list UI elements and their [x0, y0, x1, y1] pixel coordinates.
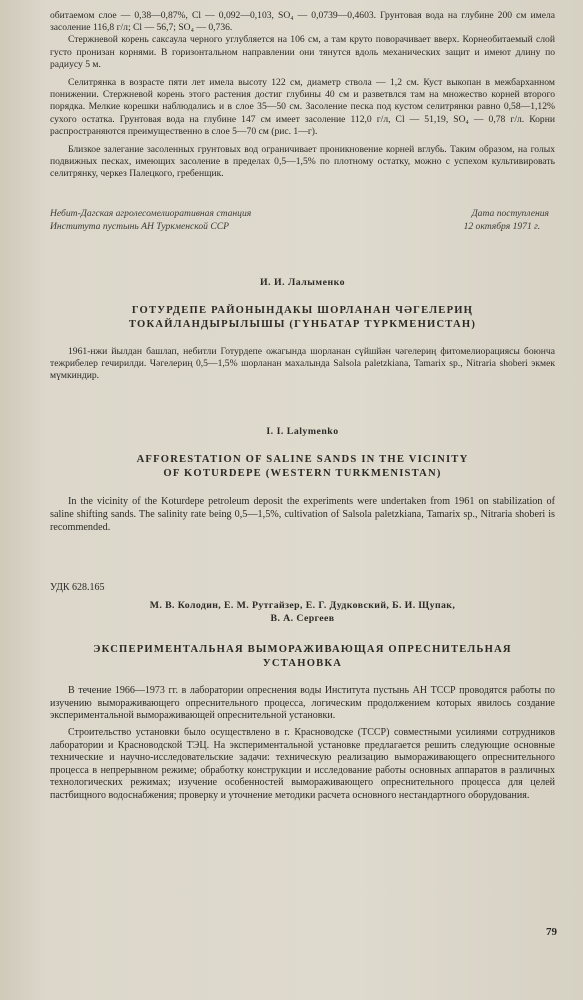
- author-turkmen: И. И. Лалыменко: [259, 276, 346, 288]
- page-number: 79: [546, 926, 557, 938]
- paragraph: В течение 1966—1973 гг. в лаборатории опреснения воды Института пустынь АН ТССР проводятся работы по изучению вымораживающего опреснительного процесса, логическим продолжением которых явилось создание экспериментальной вымораживающей опреснительной установки.: [50, 685, 555, 722]
- author-english: I. I. Lalymenko: [266, 426, 339, 438]
- article-authors: М. В. Колодин, Е. М. Рутгайзер, Е. Г. Дудковский, Б. И. Щупак, В. А. Сергеев: [149, 600, 456, 625]
- title-english: AFFORESTATION OF SALINE SANDS IN THE VICINITY OF KOTURDEPE (WESTERN TURKMENISTAN): [136, 454, 469, 480]
- paragraph: Близкое залегание засоленных грунтовых вод ограничивает проникновение корней вглубь. Таким образом, на голых подвижных песках, имеющих засоление в пределах 0,5—1,5% по плотному остатку, можно с успехом культивировать селитрянку, черкез Палецкого, гребенщик.: [50, 144, 555, 180]
- paragraph: Селитрянка в возрасте пяти лет имела высоту 122 см, диаметр ствола — 1,2 см. Куст выкопан в межбарханном понижении. Стержневой корень этого растения достиг глубины 40 см и разветвлся там на множество корней второго порядка. Мелкие корешки наблюдались и в слое 35—50 см. Засоление песка под кустом селитрянки равно 0,58—1,12% сухого остатка. Грунтовая вода на глубине 147 см имеет засоление 112,0 г/л, Cl — 51,19, SO₄ — 0,78 г/л. Корни распространяются преимущественно в слое 5—70 см (рис. 1—г).: [50, 77, 555, 137]
- udk-code: УДК 628.165: [50, 582, 105, 594]
- paragraph: обитаемом слое — 0,38—0,87%, Cl — 0,092—0,103, SO₄ — 0,0739—0,4603. Грунтовая вода на глубине 200 см имела засоление 116,8 г/л; Cl — 56,7; SO₄ — 0,736.: [50, 10, 555, 34]
- paragraph: Стержневой корень саксаула черного углубляется на 106 см, а там круто поворачивает вверх. Корнеобитаемый слой густо пронизан корнями. В горизонтальном направлении они тянутся вдоль механических защит и имеют длину по радиусу 5 м.: [50, 34, 555, 70]
- institution: Небит-Дагская агролесомелиоративная станция Института пустынь АН Туркменской ССР: [50, 207, 252, 232]
- abstract-turkmen: 1961-нжи йылдан башлап, небитли Готурдепе ожагында шорланан сүйшйән чәгелериң фитомелиорациясы боюнча тежрибелер гечирилди. Чәгелериң 0,5—1,5% шорланан махалында Salsola paletzkiana, Tamarix sp., Nitraria shoberi экмек мүмкиндир.: [50, 345, 555, 382]
- abstract-english: In the vicinity of the Koturdepe petroleum deposit the experiments were undertaken from 1961 on stabilization of saline shifting sands. The salinity rate being 0,5—1,5%, cultivation of Salsola paletzkiana, Tamarix sp., Nitraria shoberi is recommended.: [50, 496, 555, 534]
- article-title: ЭКСПЕРИМЕНТАЛЬНАЯ ВЫМОРАЖИВАЮЩАЯ ОПРЕСНИТЕЛЬНАЯ УСТАНОВКА: [93, 644, 512, 670]
- title-turkmen: ГОТУРДЕПЕ РАЙОНЫНДАКЫ ШОРЛАНАН ЧӘГЕЛЕРИҢ ТОКАЙЛАНДЫРЫЛЫШЫ (ГҮНБАТАР ТҮРКМЕНИСТАН): [128, 304, 477, 330]
- received-date: Дата поступления 12 октября 1971 г.: [463, 207, 549, 232]
- continued-article: [50, 0, 555, 181]
- paragraph: Строительство установки было осуществлено в г. Красноводске (ТССР) совместными усилиями сотрудников лаборатории и Красноводской ТЭЦ. На экспериментальной установке предлагается решить следующие основные технические и научно-исследовательские задачи: техническую реализацию вымораживающего опреснительного процесса в непрерывном режиме; обработку конструкции и исследование работы основных аппаратов в различных технологических режимах; изучение особенностей вымораживающего опреснительного процесса для целей пастбищного водоснабжения; проверку и уточнение методики расчета основного нестандартного оборудования.: [50, 727, 555, 801]
- affiliation-signature: [50, 207, 555, 233]
